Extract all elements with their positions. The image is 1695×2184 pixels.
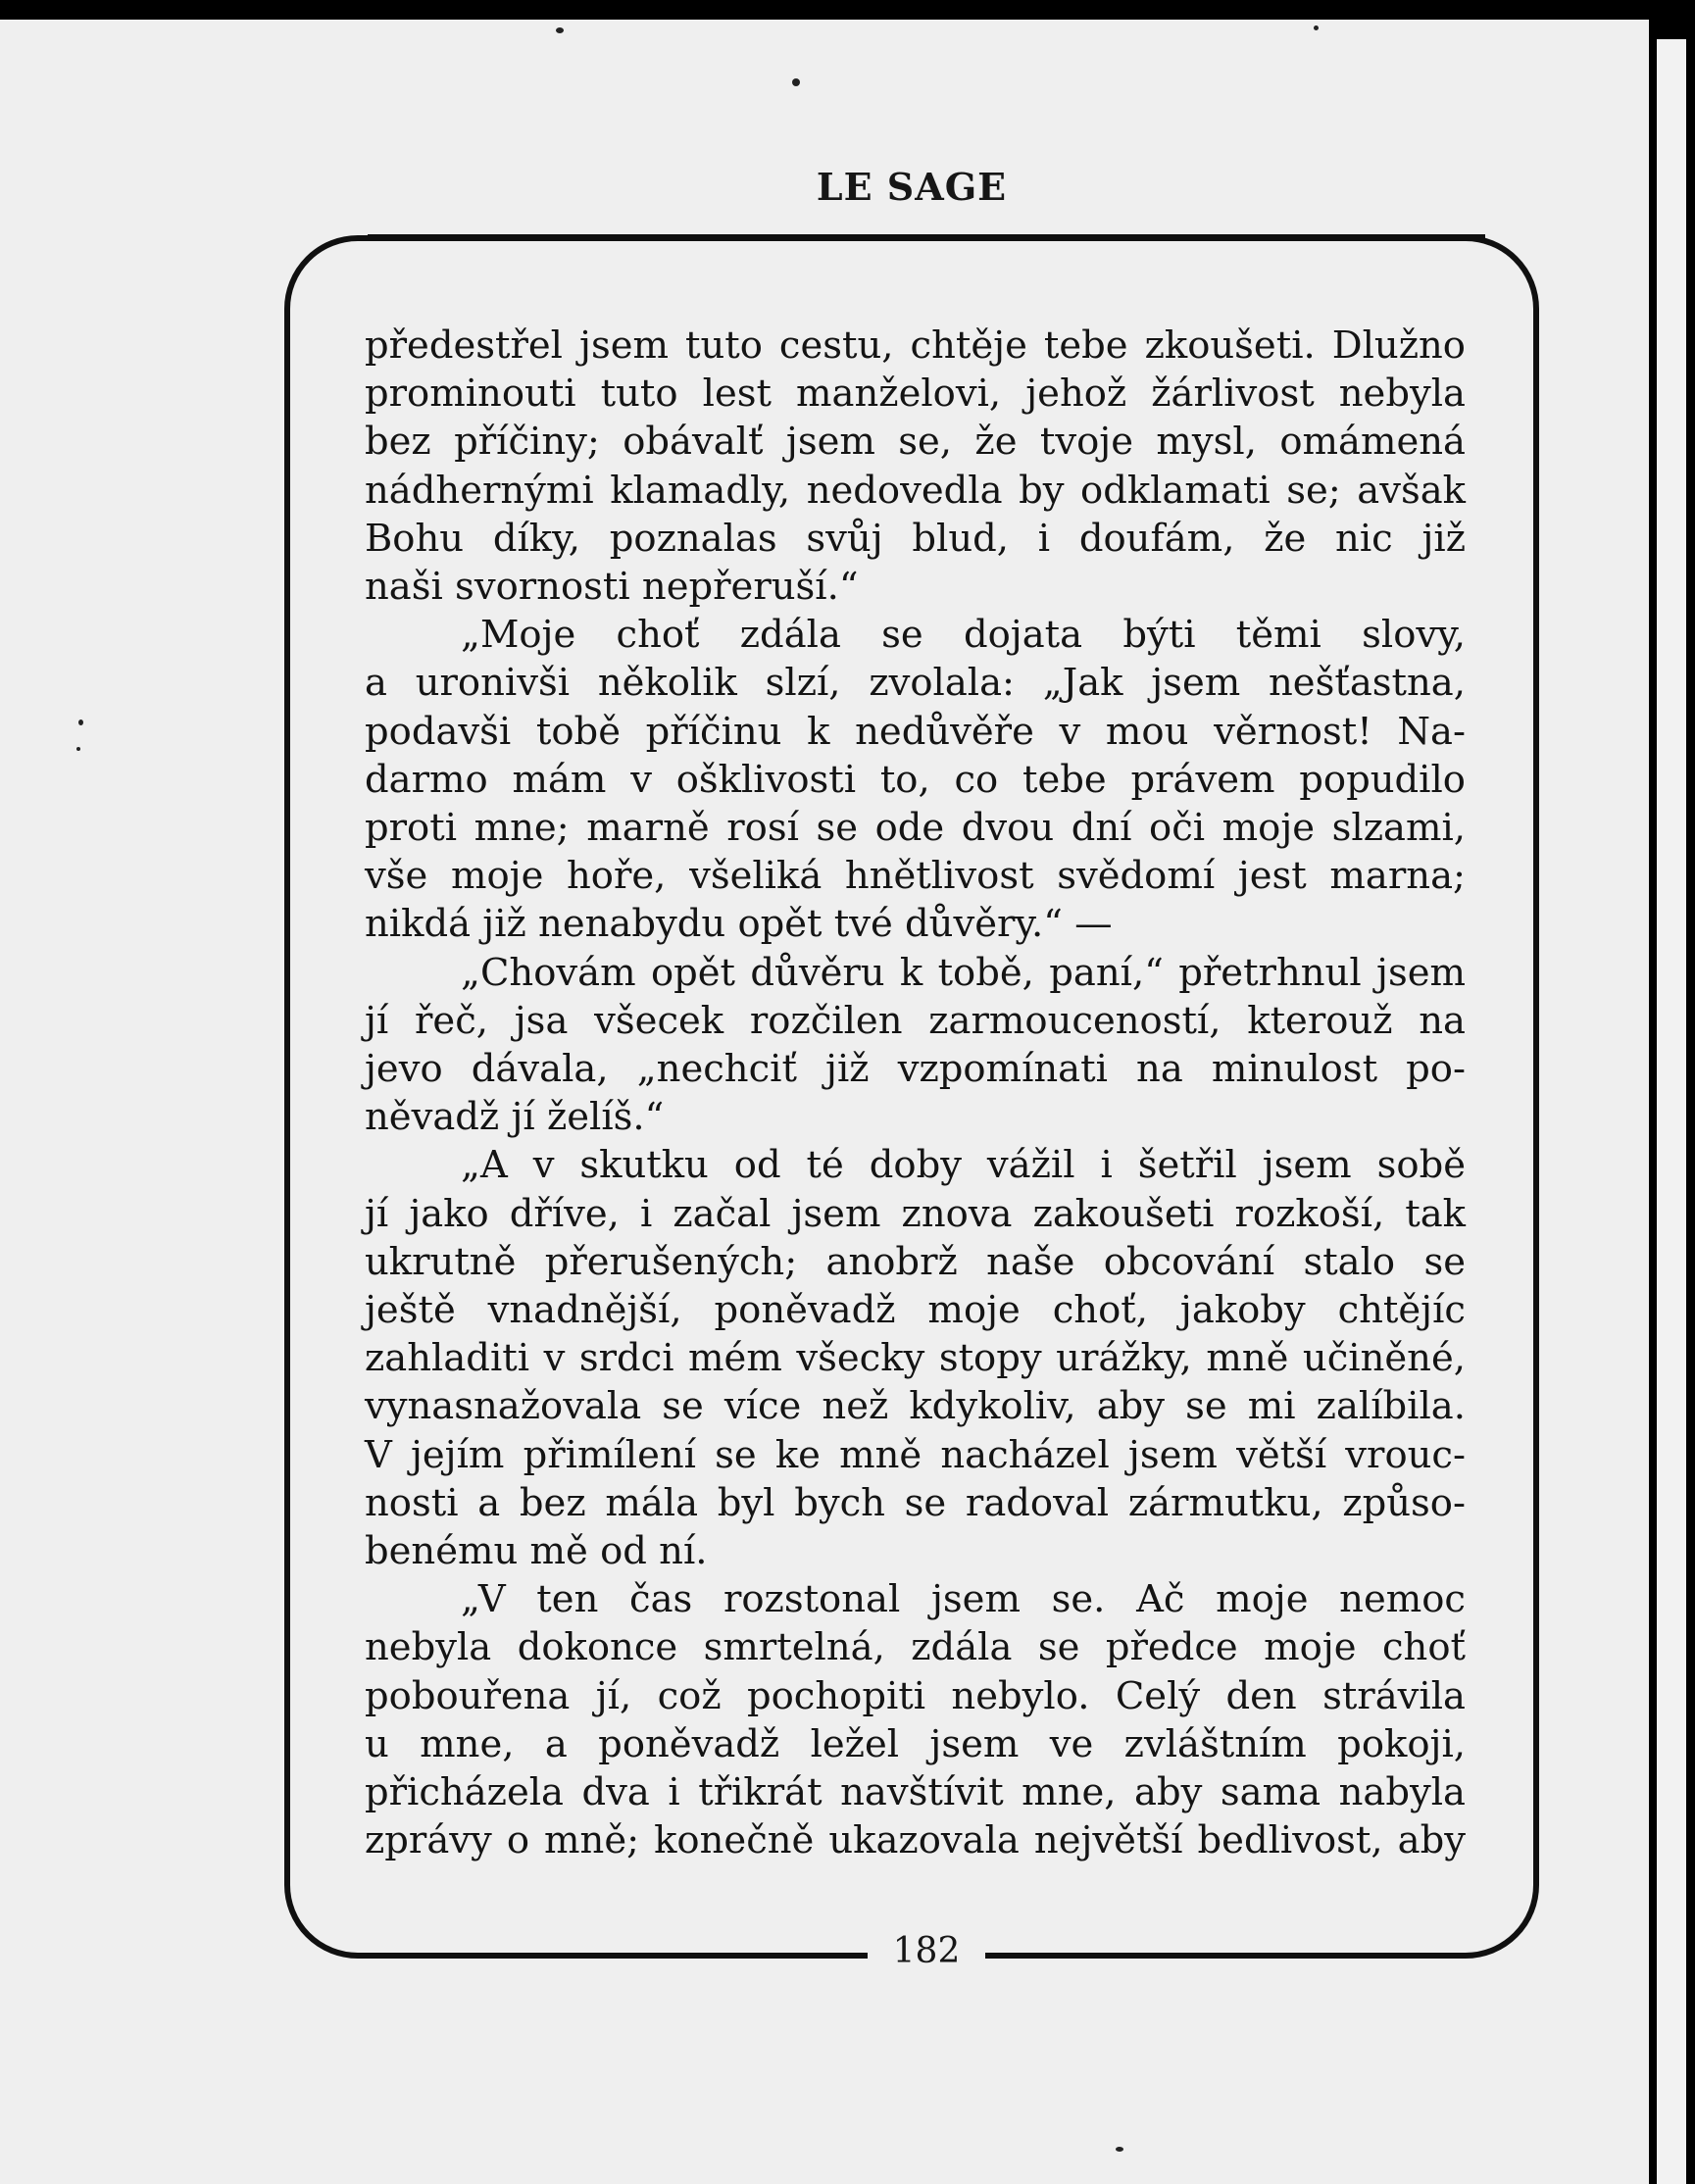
page-number: 182 (892, 1931, 961, 1971)
text-line: vynasnažovala se více než kdykoliv, aby se mi zalíbila. (365, 1384, 1466, 1429)
text-line: bez příčiny; obávalť jsem se, že tvoje mysl, omámená (365, 420, 1466, 465)
next-page-edge (1657, 39, 1686, 2184)
text-line: a uronivši několik slzí, zvolala: „Jak jsem nešťastna, (365, 661, 1466, 706)
text-line: jí řeč, jsa všecek rozčilen zarmouceností, kterouž na (365, 998, 1466, 1043)
text-line: ještě vnadnější, poněvadž moje choť, jakoby chtějíc (365, 1288, 1466, 1333)
text-line: benému mě od ní. (365, 1529, 708, 1574)
text-line: podavši tobě příčinu k nedůvěře v mou věrnost! Na- (365, 709, 1466, 754)
dust-speck (1314, 25, 1319, 30)
body-text (365, 322, 1466, 1865)
text-line: naši svornosti nepřeruší.“ (365, 565, 859, 610)
text-line: proti mne; marně rosí se ode dvou dní oči moje slzami, (365, 806, 1466, 851)
text-line: něvadž jí želíš.“ (365, 1095, 665, 1140)
text-line: prominouti tuto lest manželovi, jehož žárlivost nebyla (365, 372, 1466, 417)
text-line: jí jako dříve, i začal jsem znova zakoušeti rozkoší, tak (365, 1191, 1466, 1236)
text-line: darmo mám v ošklivosti to, co tebe právem popudilo (365, 757, 1466, 802)
dust-speck (792, 78, 800, 86)
dust-speck (1116, 2147, 1123, 2152)
text-line: Bohu díky, poznalas svůj blud, i doufám, že nic již (365, 516, 1466, 561)
text-line: nosti a bez mála byl bych se radoval zármutku, způso- (365, 1480, 1466, 1525)
text-line: jevo dávala, „nechciť již vzpomínati na minulost po- (365, 1047, 1466, 1092)
text-line: „Chovám opět důvěru k tobě, paní,“ přetrhnul jsem (461, 950, 1466, 995)
text-line: předestřel jsem tuto cestu, chtěje tebe zkoušeti. Dlužno (365, 323, 1466, 368)
text-line: ukrutně přerušených; anobrž naše obcování stalo se (365, 1239, 1466, 1284)
text-line: zprávy o mně; konečně ukazovala největší bedlivost, aby (365, 1818, 1466, 1863)
text-line: „Moje choť zdála se dojata býti těmi slovy, (461, 613, 1466, 658)
running-head: LE SAGE (816, 165, 1008, 209)
text-line: pobouřena jí, což pochopiti nebylo. Celý den strávila (365, 1673, 1466, 1718)
dust-speck (556, 27, 564, 33)
text-line: „V ten čas rozstonal jsem se. Ač moje nemoc (461, 1577, 1466, 1622)
text-line: „A v skutku od té doby vážil i šetřil jsem sobě (461, 1143, 1466, 1188)
frame-top-rule (368, 234, 1485, 241)
dust-speck (76, 747, 80, 751)
text-line: vše moje hoře, všeliká hnětlivost svědomí jest marna; (365, 854, 1466, 899)
text-line: nebyla dokonce smrtelná, zdála se předce moje choť (365, 1625, 1466, 1670)
text-line: nikdá již nenabydu opět tvé důvěry.“ — (365, 902, 1113, 947)
text-line: V jejím přimílení se ke mně nacházel jsem větší vrouc- (365, 1432, 1466, 1477)
text-line: u mne, a poněvadž ležel jsem ve zvláštním pokoji, (365, 1721, 1466, 1766)
text-line: zahladiti v srdci mém všecky stopy urážky, mně učiněné, (365, 1336, 1466, 1381)
text-line: přicházela dva i třikrát navštívit mne, aby sama nabyla (365, 1770, 1466, 1815)
text-line: nádhernými klamadly, nedovedla by odklamati se; avšak (365, 468, 1466, 513)
dust-speck (78, 720, 83, 725)
